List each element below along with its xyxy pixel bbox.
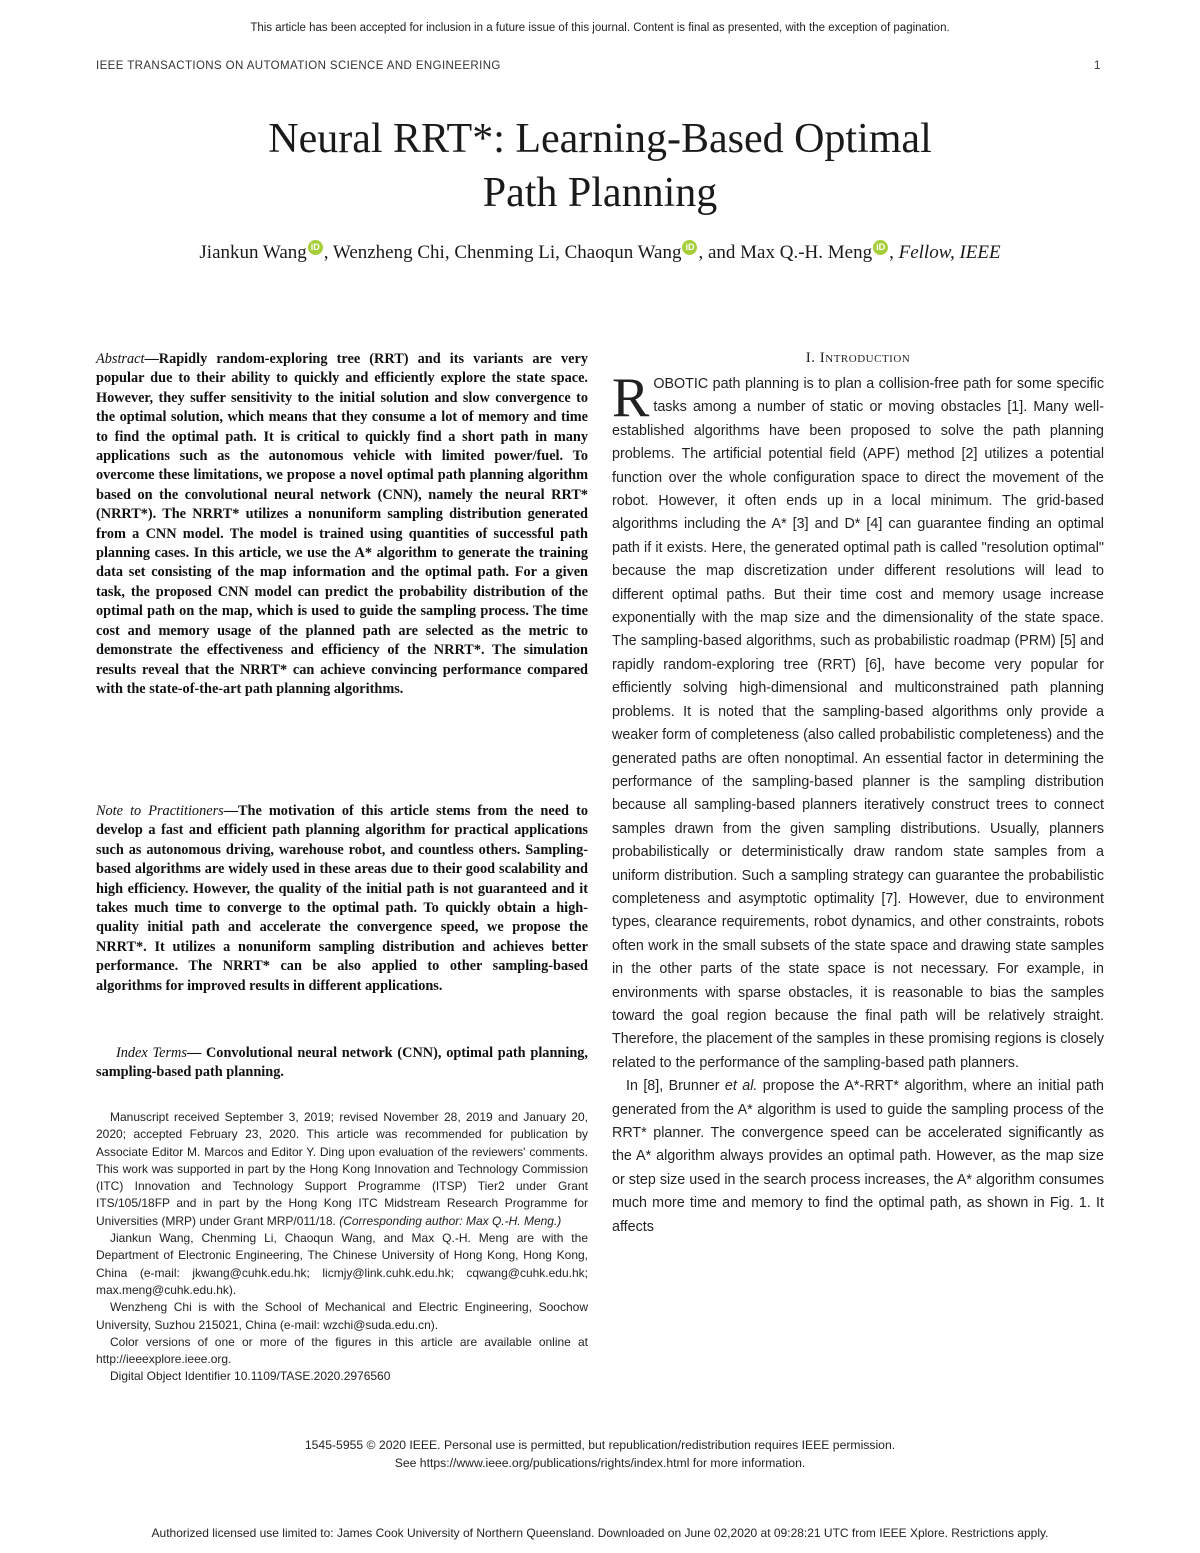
copyright-line-2[interactable]: See https://www.ieee.org/publications/rights/index.html for more information. xyxy=(394,1456,806,1470)
fellow-title: Fellow, IEEE xyxy=(898,242,1001,263)
footnotes xyxy=(96,1109,588,1386)
author-separator: , xyxy=(889,242,899,263)
affiliation-footnote: Jiankun Wang, Chenming Li, Chaoqun Wang, and Max Q.-H. Meng are with the Department of Electronic Engineering, The Chinese University of Hong Kong, Hong Kong, China (e-mail: jkwang@cuhk.edu.hk; licmjy@link.cuhk.edu.hk; cqwang@cuhk.edu.hk; max.meng@cuhk.edu.hk). xyxy=(96,1231,588,1297)
index-terms xyxy=(96,1044,588,1083)
title-line-1: Neural RRT*: Learning-Based Optimal xyxy=(268,116,932,162)
abstract xyxy=(96,350,588,699)
index-terms-label: Index Terms xyxy=(116,1045,187,1061)
doi: Digital Object Identifier 10.1109/TASE.2020.2976560 xyxy=(110,1369,391,1384)
copyright-notice xyxy=(0,1436,1200,1472)
practitioners-text: —The motivation of this article stems from the need to develop a fast and efficient path planning algorithm for practical applications such as autonomous driving, warehouse robot, and countless others. Sampling-based algorithms are widely used in these areas due to their good scalability and high efficiency. However, the quality of the initial path is not guaranteed and it takes much time to converge to the optimal path. To quickly obtain a high-quality initial path and accelerate the convergence speed, we propose the NRRT*. It utilizes a nonuniform sampling distribution and achieves better performance. The NRRT* can be also applied to other sampling-based algorithms for improved results in different applications. xyxy=(96,803,588,994)
abstract-label: Abstract xyxy=(96,351,145,367)
orcid-icon[interactable]: iD xyxy=(308,240,323,255)
intro-paragraph-1: ROBOTIC path planning is to plan a collision-free path for some specific tasks among a number of static or moving obstacles [1]. Many well-established algorithms have been proposed to solve the path planning problems. The artificial potential field (APF) method [2] utilizes a potential function over the whole configuration space to direct the movement of the robot. However, it often ends up in a local minimum. The grid-based algorithms including the A* [3] and D* [4] can guarantee finding an optimal path if it exists. Here, the generated optimal path is called "resolution optimal" because the map discretization under different resolutions will lead to different optimal paths. But their time cost and memory usage increase exponentially with the map size and the dimensionality of the state space. The sampling-based algorithms, such as probabilistic roadmap (PRM) [5] and rapidly random-exploring tree (RRT) [6], have become very popular for efficiently solving high-dimensional and multiconstrained path planning problems. It is noted that the sampling-based algorithms only provide a weaker form of completeness (also called probabilistic completeness) and the generated paths are often nonoptimal. An essential factor in determining the performance of the sampling-based planner is the sampling distribution because all sampling-based planners iteratively construct trees to connect samples drawn from the given sampling distributions. Usually, planners probabilistically or deterministically draw random state samples from a uniform distribution. Such a sampling strategy can guarantee the probabilistic completeness and asymptotic optimality [7]. However, due to environment types, clearance requirements, robot dynamics, and other constraints, robots often work in the small subsets of the state space and drawing state samples in the other parts of the state space is not necessary. For example, in environments with sparse obstacles, it is reasonable to bias the samples toward the goal region because the final path will be relatively straight. Therefore, the placement of the samples in these promising regions is closely related to the performance of the sampling-based path planners. xyxy=(612,367,1104,1071)
drop-cap: R xyxy=(612,367,650,429)
page-number: 1 xyxy=(1094,60,1101,72)
author-list xyxy=(60,240,1140,264)
abstract-text: —Rapidly random-exploring tree (RRT) and its variants are very popular due to their ability to quickly and efficiently explore the state space. However, they suffer sensitivity to the initial solution and slow convergence to the optimal solution, which means that they consume a lot of memory and time to find the optimal path. It is critical to quickly find a short path in many applications such as the autonomous vehicle with limited power/fuel. To overcome these limitations, we propose a novel optimal path planning algorithm based on the convolutional neural network (CNN), namely the neural RRT* (NRRT*). The NRRT* utilizes a nonuniform sampling distribution generated from a CNN model. The model is trained using quantities of successful path planning cases. In this article, we use the A* algorithm to generate the training data set consisting of the map information and the optimal path. For a given task, the proposed CNN model can predict the probability distribution of the optimal path on the map, which is used to guide the sampling process. The time cost and memory usage of the planned path are selected as the metric to demonstrate the effectiveness and efficiency of the NRRT*. The simulation results reveal that the NRRT* can achieve convincing performance compared with the state-of-the-art path planning algorithms. xyxy=(96,351,588,697)
affiliation-footnote-2: Wenzheng Chi is with the School of Mechanical and Electric Engineering, Soochow University, Suzhou 215021, China (e-mail: wzchi@suda.edu.cn). xyxy=(96,1300,588,1332)
manuscript-footnote: Manuscript received September 3, 2019; revised November 28, 2019 and January 20, 2020; accepted February 23, 2020. This article was recommended for publication by Associate Editor M. Marcos and Editor Y. Ding upon evaluation of the reviewers' comments. This work was supported in part by the Hong Kong Innovation and Technology Commission (ITC) Innovation and Technology Support Programme (ITSP) Tier2 under Grant ITS/105/18FP and in part by the Hong Kong ITC Midstream Research Programme for Universities (MRP) under Grant MRP/011/18. (Corresponding author: Max Q.-H. Meng.) xyxy=(96,1110,588,1228)
author-names: , Wenzheng Chi, Chenming Li, Chaoqun Wang xyxy=(323,242,682,263)
practitioners-label: Note to Practitioners xyxy=(96,803,224,819)
acceptance-notice: This article has been accepted for inclusion in a future issue of this journal. Content is final as presented, with the exception of pagination. xyxy=(250,22,950,34)
title-line-2: Path Planning xyxy=(482,170,718,216)
paper-title xyxy=(100,112,1100,220)
note-to-practitioners xyxy=(96,802,588,996)
color-versions-note: Color versions of one or more of the figures in this article are available online at http://ieeexplore.ieee.org. xyxy=(96,1334,588,1367)
corresponding-author: (Corresponding author: Max Q.-H. Meng.) xyxy=(339,1213,562,1228)
author-name: , and Max Q.-H. Meng xyxy=(698,242,873,263)
section-heading-introduction: I. Introduction xyxy=(805,350,911,366)
index-terms-text: — Convolutional neural network (CNN), optimal path planning, sampling-based path planning. xyxy=(96,1045,588,1081)
introduction-body xyxy=(612,367,1104,1239)
orcid-icon[interactable]: iD xyxy=(682,240,697,255)
orcid-icon[interactable]: iD xyxy=(873,240,888,255)
intro-paragraph-2: In [8], Brunner et al. propose the A*-RRT* algorithm, where an initial path generated from the A* algorithm is used to guide the sampling process of the RRT* planner. The convergence speed can be accelerated significantly as the A* algorithm always provides an optimal path. However, as the map size or step size used in the search process increases, the A* algorithm consumes much more time and memory to find the optimal path, as shown in Fig. 1. It affects xyxy=(612,1078,1104,1235)
license-notice: Authorized licensed use limited to: James Cook University of Northern Queensland. Downloaded on June 02,2020 at 09:28:21 UTC from IEEE Xplore. Restrictions apply. xyxy=(151,1526,1049,1540)
journal-running-head: IEEE TRANSACTIONS ON AUTOMATION SCIENCE AND ENGINEERING xyxy=(96,60,501,72)
copyright-line-1: 1545-5955 © 2020 IEEE. Personal use is permitted, but republication/redistribution requires IEEE permission. xyxy=(304,1438,896,1452)
author-name: Jiankun Wang xyxy=(199,242,307,263)
